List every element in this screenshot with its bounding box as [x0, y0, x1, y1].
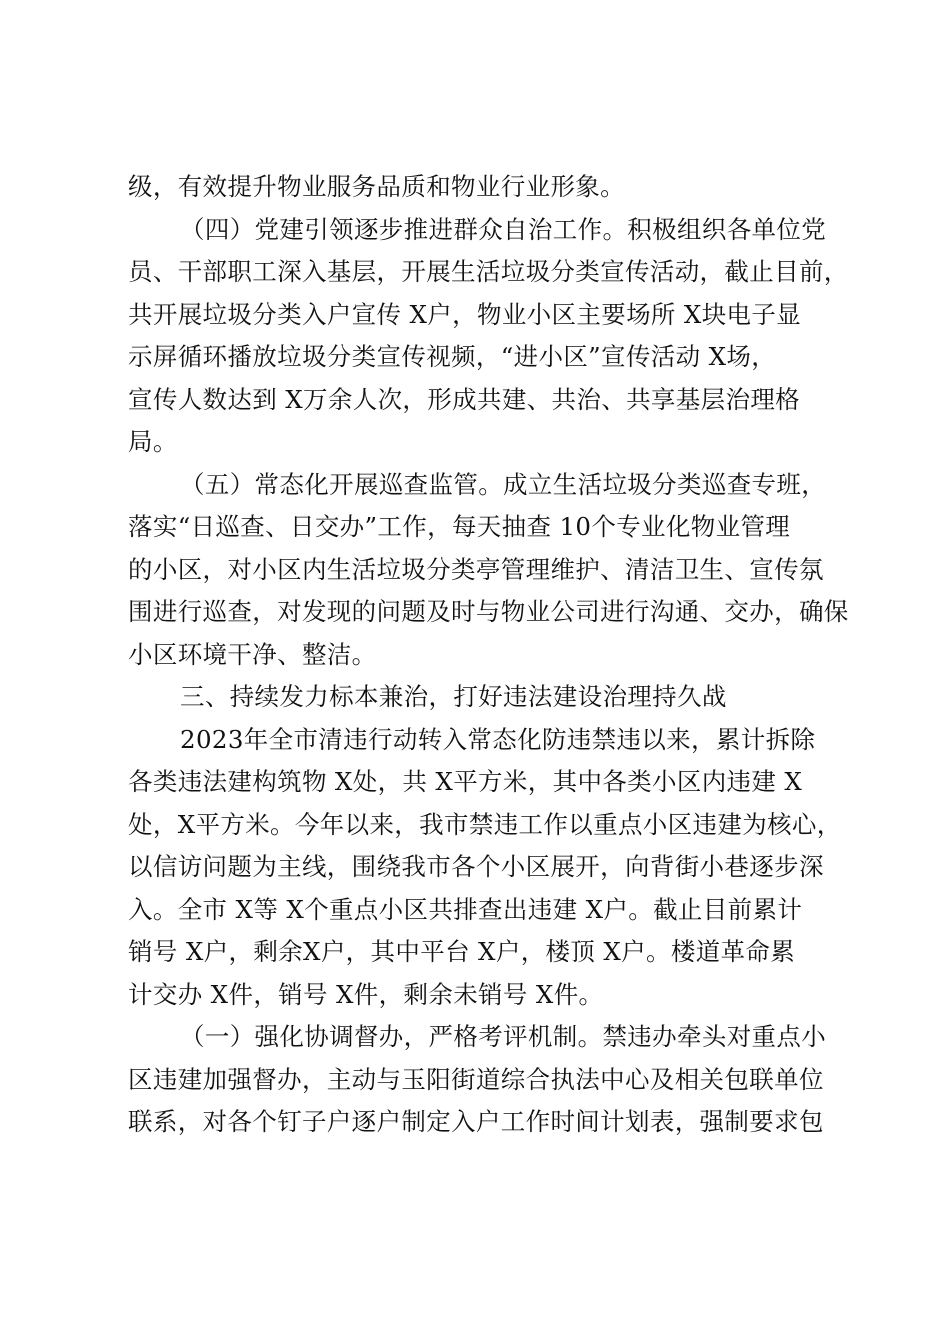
text-line: （一）强化协调督办，严格考评机制。禁违办牵头对重点小	[180, 1022, 827, 1051]
text-line: 宣传人数达到 X万余人次，形成共建、共治、共享基层治理格	[128, 384, 801, 414]
text-line: 员、干部职工深入基层，开展生活垃圾分类宣传活动，截止目前，	[128, 257, 849, 286]
text-line: （四）党建引领逐步推进群众自治工作。积极组织各单位党	[180, 214, 827, 244]
text-line: 局。	[128, 427, 178, 456]
text-line: 的小区，对小区内生活垃圾分类亭管理维护、清洁卫生、宣传氛	[128, 554, 824, 584]
text-line: 三、持续发力标本兼治，打好违法建设治理持久战	[180, 682, 727, 711]
text-line: 级，有效提升物业服务品质和物业行业形象。	[128, 172, 625, 201]
text-line: 以信访问题为主线，围绕我市各个小区展开，向背街小巷逐步深	[128, 852, 824, 881]
text-line: 处，X平方米。今年以来，我市禁违工作以重点小区违建为核心，	[128, 809, 842, 839]
text-line: 联系，对各个钉子户逐户制定入户工作时间计划表，强制要求包	[128, 1107, 824, 1136]
text-line: 共开展垃圾分类入户宣传 X户，物业小区主要场所 X块电子显	[128, 299, 802, 329]
text-line: 落实“日巡查、日交办”工作，每天抽查 10个专业化物业管理	[128, 512, 791, 541]
document-body	[128, 166, 849, 1144]
text-line: 各类违法建构筑物 X处，共 X平方米，其中各类小区内违建 X	[128, 767, 803, 796]
text-line: 示屏循环播放垃圾分类宣传视频，“进小区”宣传活动 X场，	[128, 342, 777, 371]
text-line: 2023年全市清违行动转入常态化防违禁违以来，累计拆除	[180, 724, 816, 754]
text-line: 小区环境干净、整洁。	[128, 639, 377, 669]
text-line: 销号 X户，剩余X户，其中平台 X户，楼顶 X户。楼道革命累	[128, 937, 796, 966]
text-line: （五）常态化开展巡查监管。成立生活垃圾分类巡查专班，	[180, 469, 827, 499]
text-line: 计交办 X件，销号 X件，剩余未销号 X件。	[128, 979, 604, 1009]
text-line: 入。全市 X等 X个重点小区共排查出违建 X户。截止目前累计	[128, 894, 803, 924]
text-line: 区违建加强督办，主动与玉阳街道综合执法中心及相关包联单位	[128, 1064, 824, 1094]
text-line: 围进行巡查，对发现的问题及时与物业公司进行沟通、交办，确保	[128, 597, 849, 626]
